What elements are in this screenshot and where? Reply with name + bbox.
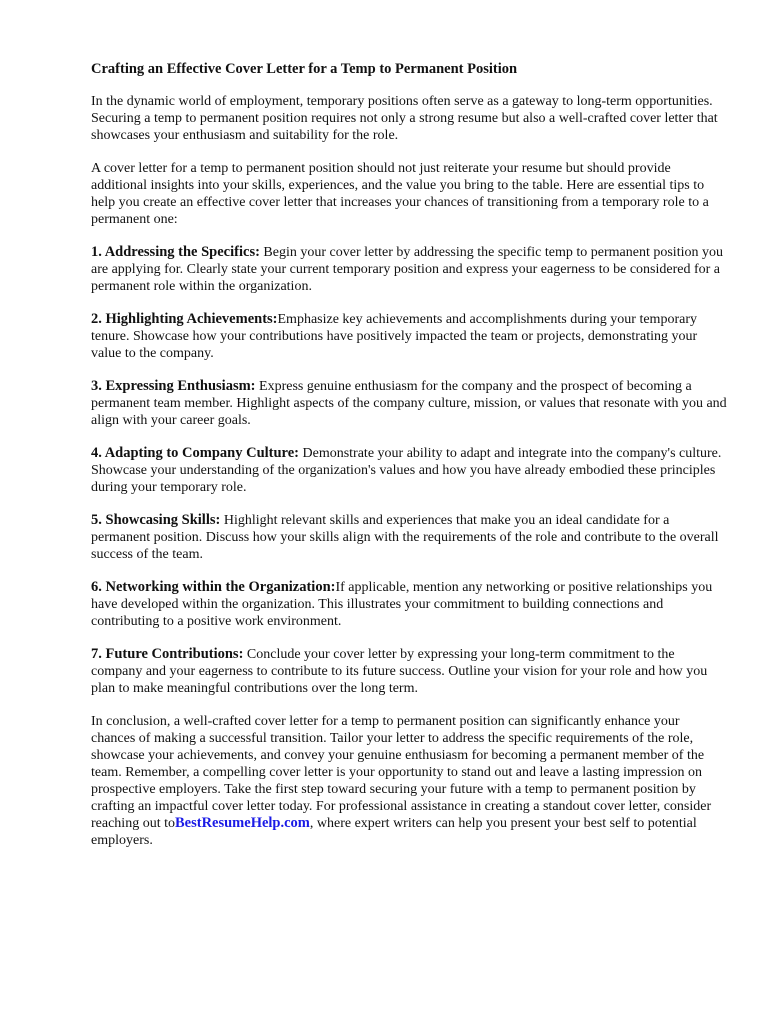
tip-title-1: 1. Addressing the Specifics:	[91, 244, 260, 260]
document-page	[91, 60, 727, 865]
conclusion-closing-text: , where expert writers can help you present your best self to potential employers.	[91, 816, 697, 848]
bestresumehelp-link[interactable]: BestResumeHelp.com	[174, 815, 310, 831]
tip-text-2: Emphasize key achievements and accomplishments during your temporary tenure. Showcase how your contributions have positively impacted the team or projects, demonstrating your value to the company.	[91, 312, 698, 361]
tip-text-1: Begin your cover letter by addressing the specific temp to permanent position you are applying for. Clearly state your current temporary position and express your eagerness to be considered for a permanent role within the organization.	[91, 245, 723, 294]
tip-paragraph-2	[91, 311, 727, 362]
tip-text-3: Express genuine enthusiasm for the company and the prospect of becoming a permanent team member. Highlight aspects of the company culture, mission, or values that resonate with you and align with your career goals.	[91, 379, 727, 428]
tip-title-2: 2. Highlighting Achievements:	[91, 311, 278, 327]
tip-text-4: Demonstrate your ability to adapt and integrate into the company's culture. Showcase your understanding of the organization's values and how you have already embodied these principles during your temporary role.	[91, 446, 722, 495]
tip-text-7: Conclude your cover letter by expressing your long-term commitment to the company and your eagerness to contribute to its future success. Outline your vision for your role and how you plan to make meaningful contributions over the long term.	[91, 647, 708, 696]
intro-paragraph-2: A cover letter for a temp to permanent position should not just reiterate your resume but should provide additional insights into your skills, experiences, and the value you bring to the table. Here are essential tips to help you create an effective cover letter that increases your chances of transitioning from a temporary role to a permanent one:	[91, 161, 709, 227]
intro-paragraph-1: In the dynamic world of employment, temporary positions often serve as a gateway to long-term opportunities. Securing a temp to permanent position requires not only a strong resume but also a well-crafted cover letter that showcases your enthusiasm and suitability for the role.	[91, 94, 718, 143]
conclusion-text: In conclusion, a well-crafted cover letter for a temp to permanent position can significantly enhance your chances of making a successful transition. Tailor your letter to address the specific requirements of the role, showcase your achievements, and convey your genuine enthusiasm for becoming a permanent member of the team. Remember, a compelling cover letter is your opportunity to stand out and leave a lasting impression on prospective employers. Take the first step toward securing your future with a temp to permanent position by crafting an impactful cover letter today. For professional assistance in creating a standout cover letter, consider reaching out to	[91, 714, 712, 831]
tip-paragraph-1	[91, 244, 727, 295]
tip-title-3: 3. Expressing Enthusiasm:	[91, 378, 256, 394]
tip-paragraph-3	[91, 378, 727, 429]
tip-paragraph-7	[91, 646, 727, 697]
tip-title-5: 5. Showcasing Skills:	[91, 512, 221, 528]
conclusion-paragraph	[91, 713, 727, 849]
tip-title-4: 4. Adapting to Company Culture:	[91, 445, 299, 461]
tip-text-5: Highlight relevant skills and experiences that make you an ideal candidate for a permanent position. Discuss how your skills align with the requirements of the role and contribute to the overall success of the team.	[91, 513, 719, 562]
tip-paragraph-6	[91, 579, 727, 630]
document-title: Crafting an Effective Cover Letter for a Temp to Permanent Position	[91, 61, 518, 77]
tip-paragraph-5	[91, 512, 727, 563]
tip-paragraph-4	[91, 445, 727, 496]
tip-title-7: 7. Future Contributions:	[91, 646, 244, 662]
tip-text-6: If applicable, mention any networking or positive relationships you have developed within the organization. This illustrates your commitment to building connections and contributing to a positive work environment.	[91, 580, 713, 629]
tip-title-6: 6. Networking within the Organization:	[91, 579, 336, 595]
